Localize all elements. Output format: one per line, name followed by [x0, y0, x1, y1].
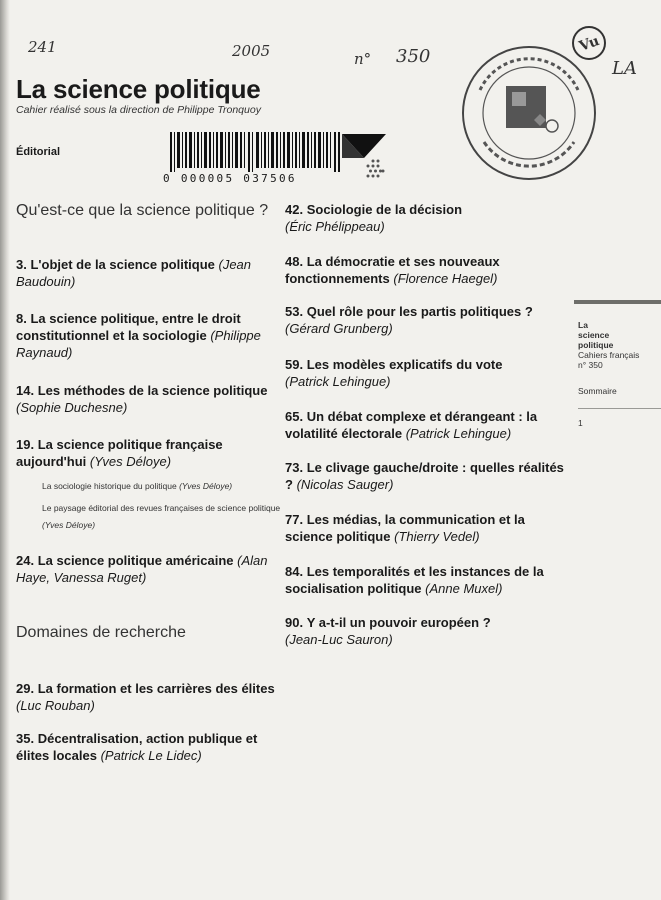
toc-entry[interactable]: 77. Les médias, la communication et la science politique (Thierry Vedel)	[285, 512, 525, 544]
toc-entry[interactable]: 29. La formation et les carrières des élites (Luc Rouban)	[16, 681, 275, 713]
scan-edge-shadow	[0, 0, 10, 900]
page-number: 1	[578, 418, 583, 428]
side-tab-issue: n° 350	[578, 360, 603, 370]
handwritten-year: 2005	[232, 42, 271, 60]
page-subtitle: Cahier réalisé sous la direction de Philippe Tronquoy	[16, 104, 261, 116]
handwritten-issue: 350	[396, 46, 431, 67]
toc-entry[interactable]: 90. Y a-t-il un pouvoir européen ? (Jean-Luc Sauron)	[285, 615, 491, 647]
toc-entry[interactable]: 53. Quel rôle pour les partis politiques ? (Gérard Grunberg)	[285, 304, 533, 336]
publisher-logo	[340, 132, 388, 184]
toc-entry[interactable]: 48. La démocratie et ses nouveaux fonctionnements (Florence Haegel)	[285, 254, 500, 286]
toc-subentry[interactable]: La sociologie historique du politique (Yves Déloye)	[42, 481, 233, 491]
toc-entry[interactable]: 14. Les méthodes de la science politique (Sophie Duchesne)	[16, 383, 268, 415]
side-tab-rule	[574, 300, 661, 304]
handwritten-number: 241	[28, 38, 57, 56]
vu-stamp	[570, 24, 608, 62]
library-stamp	[460, 44, 598, 182]
toc-entry[interactable]: 19. La science politique française aujourd'hui (Yves Déloye)	[16, 437, 223, 469]
barcode-number: 0 000005 037506	[163, 172, 297, 185]
side-tab-line: politique	[578, 340, 614, 350]
barcode	[170, 132, 340, 172]
side-tab-line: La	[578, 320, 588, 330]
section-heading-research: Domaines de recherche	[16, 624, 186, 641]
toc-entry[interactable]: 35. Décentralisation, action publique et élites locales (Patrick Le Lidec)	[16, 731, 258, 763]
side-tab-line: science	[578, 330, 610, 340]
handwritten-code: LA	[612, 58, 637, 79]
handwritten-no: n°	[354, 50, 372, 68]
toc-entry[interactable]: 3. L'objet de la science politique (Jean Baudouin)	[16, 257, 252, 289]
toc-entry[interactable]: 84. Les temporalités et les instances de la socialisation politique (Anne Muxel)	[285, 564, 544, 596]
side-tab-sommaire[interactable]: Sommaire	[578, 386, 617, 396]
side-tab-line: Cahiers français	[578, 350, 640, 360]
toc-entry[interactable]: 65. Un débat complexe et dérangeant : la volatilité électorale (Patrick Lehingue)	[285, 409, 538, 441]
section-heading-what-is: Qu'est-ce que la science politique ?	[16, 202, 269, 219]
toc-entry[interactable]: 24. La science politique américaine (Alan Haye, Vanessa Ruget)	[16, 553, 268, 585]
toc-subentry[interactable]: Le paysage éditorial des revues françaises de science politique (Yves Déloye)	[42, 503, 281, 530]
toc-entry[interactable]: 8. La science politique, entre le droit constitutionnel et la sociologie (Philippe Raynaud)	[16, 311, 261, 360]
editorial-link[interactable]: Éditorial	[16, 146, 61, 158]
page-title: La science politique	[16, 74, 261, 104]
toc-entry[interactable]: 73. Le clivage gauche/droite : quelles réalités ? (Nicolas Sauger)	[285, 460, 564, 492]
toc-entry[interactable]: 42. Sociologie de la décision (Éric Phélippeau)	[285, 202, 463, 234]
vu-text: Vu	[577, 32, 602, 55]
side-tab-divider	[578, 408, 661, 409]
toc-entry[interactable]: 59. Les modèles explicatifs du vote (Patrick Lehingue)	[285, 357, 503, 389]
